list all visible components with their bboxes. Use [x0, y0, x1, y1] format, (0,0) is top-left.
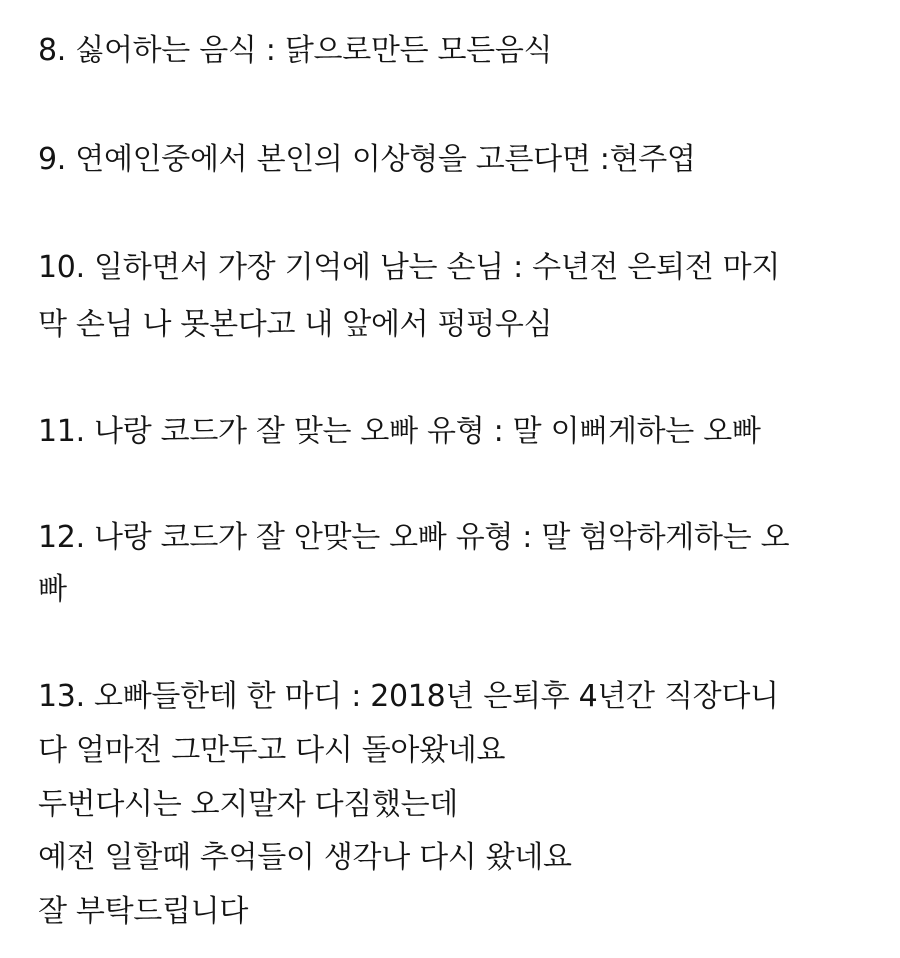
item-12-line-2: 빠 — [38, 572, 67, 607]
item-13-line-1: 13. 오빠들한테 한 마디 : 2018년 은퇴후 4년간 직장다니 — [38, 679, 779, 714]
item-13-line-2: 다 얼마전 그만두고 다시 돌아왔네요 — [38, 733, 506, 768]
item-13-line-4: 예전 일할때 추억들이 생각나 다시 왔네요 — [38, 840, 572, 875]
item-10-line-2: 막 손님 나 못본다고 내 앞에서 펑펑우심 — [38, 307, 553, 342]
item-10-line-1: 10. 일하면서 가장 기억에 남는 손님 : 수년전 은퇴전 마지 — [38, 250, 781, 285]
item-12-line-1: 12. 나랑 코드가 잘 안맞는 오빠 유형 : 말 험악하게하는 오 — [38, 520, 790, 555]
item-13-line-5: 잘 부탁드립니다 — [38, 894, 248, 929]
item-13-line-3: 두번다시는 오지말자 다짐했는데 — [38, 787, 458, 822]
item-9-line-1: 9. 연예인중에서 본인의 이상형을 고른다면 :현주엽 — [38, 142, 696, 177]
item-8-line-1: 8. 싫어하는 음식 : 닭으로만든 모든음식 — [38, 33, 553, 68]
item-11-line-1: 11. 나랑 코드가 잘 맞는 오빠 유형 : 말 이뻐게하는 오빠 — [38, 414, 761, 449]
